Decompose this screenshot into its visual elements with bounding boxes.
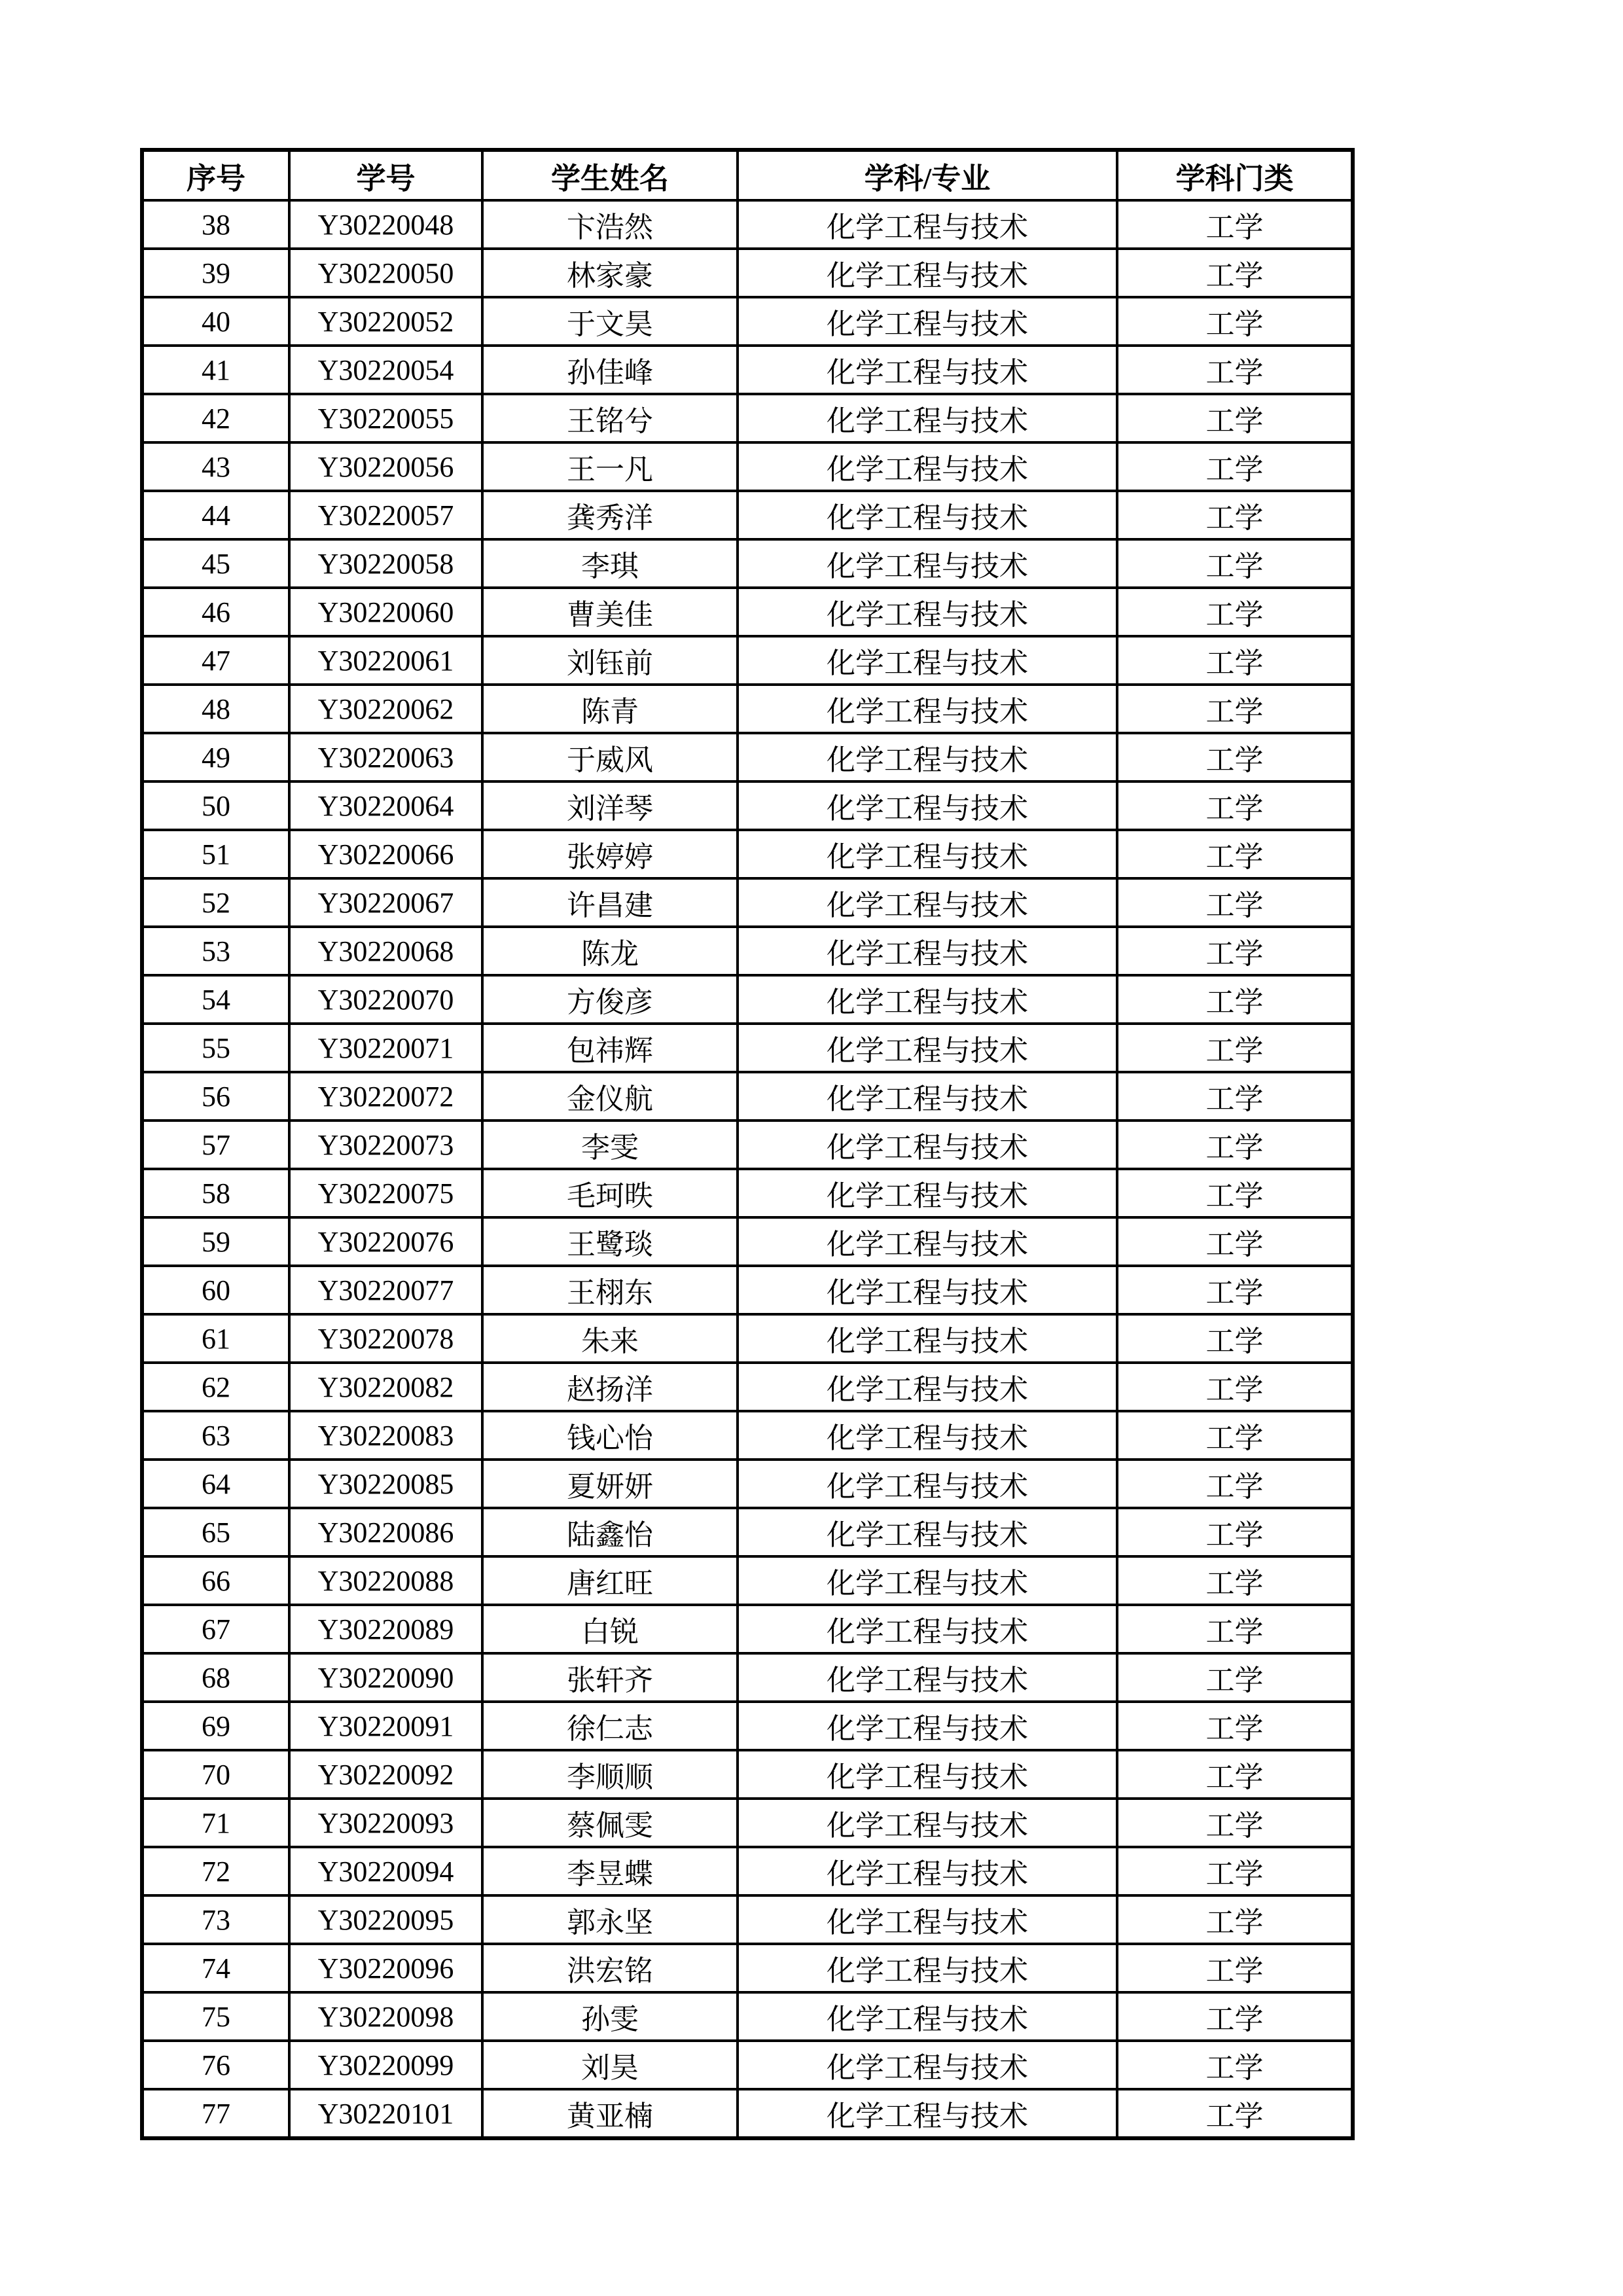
student-id-cell: Y30220066 [289, 830, 482, 878]
student-name-cell: 林家豪 [482, 249, 738, 297]
major-cell: 化学工程与技术 [738, 1556, 1117, 1605]
major-cell: 化学工程与技术 [738, 1363, 1117, 1411]
table-row [142, 1653, 1353, 1702]
category-cell: 工学 [1117, 1799, 1353, 1847]
category-cell: 工学 [1117, 1556, 1353, 1605]
serial-cell: 68 [142, 1653, 289, 1702]
table-row [142, 1411, 1353, 1460]
category-cell: 工学 [1117, 1121, 1353, 1169]
student-id-cell: Y30220064 [289, 781, 482, 830]
student-name-cell: 刘洋琴 [482, 781, 738, 830]
header-discipline-category: 学科门类 [1117, 150, 1353, 200]
serial-cell: 70 [142, 1750, 289, 1799]
student-name-cell: 金仪航 [482, 1072, 738, 1121]
major-cell: 化学工程与技术 [738, 975, 1117, 1024]
major-cell: 化学工程与技术 [738, 200, 1117, 249]
table-row [142, 1799, 1353, 1847]
student-name-cell: 王一凡 [482, 442, 738, 491]
table-row [142, 685, 1353, 733]
category-cell: 工学 [1117, 1605, 1353, 1653]
table-row [142, 781, 1353, 830]
student-name-cell: 唐红旺 [482, 1556, 738, 1605]
table-row [142, 1605, 1353, 1653]
serial-cell: 42 [142, 394, 289, 442]
student-name-cell: 洪宏铭 [482, 1944, 738, 1992]
serial-cell: 45 [142, 539, 289, 588]
category-cell: 工学 [1117, 1411, 1353, 1460]
serial-cell: 49 [142, 733, 289, 781]
serial-cell: 72 [142, 1847, 289, 1895]
category-cell: 工学 [1117, 1217, 1353, 1266]
serial-cell: 69 [142, 1702, 289, 1750]
table-row [142, 1314, 1353, 1363]
category-cell: 工学 [1117, 1992, 1353, 2041]
category-cell: 工学 [1117, 685, 1353, 733]
serial-cell: 52 [142, 878, 289, 927]
serial-cell: 75 [142, 1992, 289, 2041]
serial-cell: 65 [142, 1508, 289, 1556]
serial-cell: 51 [142, 830, 289, 878]
major-cell: 化学工程与技术 [738, 1314, 1117, 1363]
serial-cell: 73 [142, 1895, 289, 1944]
category-cell: 工学 [1117, 1460, 1353, 1508]
major-cell: 化学工程与技术 [738, 442, 1117, 491]
student-id-cell: Y30220075 [289, 1169, 482, 1217]
major-cell: 化学工程与技术 [738, 1024, 1117, 1072]
category-cell: 工学 [1117, 1314, 1353, 1363]
category-cell: 工学 [1117, 1750, 1353, 1799]
major-cell: 化学工程与技术 [738, 1605, 1117, 1653]
table-row [142, 830, 1353, 878]
student-name-cell: 于威风 [482, 733, 738, 781]
category-cell: 工学 [1117, 1847, 1353, 1895]
table-row [142, 1169, 1353, 1217]
serial-cell: 41 [142, 346, 289, 394]
major-cell: 化学工程与技术 [738, 1944, 1117, 1992]
major-cell: 化学工程与技术 [738, 1121, 1117, 1169]
serial-cell: 38 [142, 200, 289, 249]
major-cell: 化学工程与技术 [738, 1702, 1117, 1750]
student-id-cell: Y30220054 [289, 346, 482, 394]
category-cell: 工学 [1117, 1169, 1353, 1217]
serial-cell: 53 [142, 927, 289, 975]
student-name-cell: 张轩齐 [482, 1653, 738, 1702]
serial-cell: 57 [142, 1121, 289, 1169]
student-id-cell: Y30220091 [289, 1702, 482, 1750]
major-cell: 化学工程与技术 [738, 1992, 1117, 2041]
category-cell: 工学 [1117, 1702, 1353, 1750]
category-cell: 工学 [1117, 249, 1353, 297]
student-name-cell: 于文昊 [482, 297, 738, 346]
student-id-cell: Y30220060 [289, 588, 482, 636]
table-row [142, 1460, 1353, 1508]
major-cell: 化学工程与技术 [738, 491, 1117, 539]
serial-cell: 44 [142, 491, 289, 539]
major-cell: 化学工程与技术 [738, 636, 1117, 685]
student-name-cell: 毛珂昳 [482, 1169, 738, 1217]
table-row [142, 1750, 1353, 1799]
table-row [142, 1895, 1353, 1944]
table-row [142, 1944, 1353, 1992]
serial-cell: 64 [142, 1460, 289, 1508]
category-cell: 工学 [1117, 539, 1353, 588]
category-cell: 工学 [1117, 781, 1353, 830]
student-id-cell: Y30220063 [289, 733, 482, 781]
major-cell: 化学工程与技术 [738, 733, 1117, 781]
student-id-cell: Y30220071 [289, 1024, 482, 1072]
category-cell: 工学 [1117, 200, 1353, 249]
category-cell: 工学 [1117, 588, 1353, 636]
student-id-cell: Y30220052 [289, 297, 482, 346]
table-row [142, 1121, 1353, 1169]
table-row [142, 1508, 1353, 1556]
student-name-cell: 曹美佳 [482, 588, 738, 636]
table-row [142, 588, 1353, 636]
student-id-cell: Y30220082 [289, 1363, 482, 1411]
major-cell: 化学工程与技术 [738, 1508, 1117, 1556]
student-name-cell: 朱来 [482, 1314, 738, 1363]
table-row [142, 1072, 1353, 1121]
serial-cell: 59 [142, 1217, 289, 1266]
serial-cell: 58 [142, 1169, 289, 1217]
student-id-cell: Y30220098 [289, 1992, 482, 2041]
student-id-cell: Y30220093 [289, 1799, 482, 1847]
major-cell: 化学工程与技术 [738, 1411, 1117, 1460]
student-id-cell: Y30220048 [289, 200, 482, 249]
student-id-cell: Y30220092 [289, 1750, 482, 1799]
student-id-cell: Y30220094 [289, 1847, 482, 1895]
student-id-cell: Y30220089 [289, 1605, 482, 1653]
table-row [142, 2089, 1353, 2138]
header-row [142, 150, 1353, 200]
student-id-cell: Y30220070 [289, 975, 482, 1024]
header-student-name: 学生姓名 [482, 150, 738, 200]
serial-cell: 39 [142, 249, 289, 297]
category-cell: 工学 [1117, 636, 1353, 685]
serial-cell: 61 [142, 1314, 289, 1363]
major-cell: 化学工程与技术 [738, 297, 1117, 346]
student-name-cell: 陈龙 [482, 927, 738, 975]
major-cell: 化学工程与技术 [738, 394, 1117, 442]
major-cell: 化学工程与技术 [738, 1072, 1117, 1121]
student-id-cell: Y30220062 [289, 685, 482, 733]
student-name-cell: 卞浩然 [482, 200, 738, 249]
major-cell: 化学工程与技术 [738, 1653, 1117, 1702]
serial-cell: 62 [142, 1363, 289, 1411]
category-cell: 工学 [1117, 394, 1353, 442]
category-cell: 工学 [1117, 1508, 1353, 1556]
header-student-id: 学号 [289, 150, 482, 200]
student-id-cell: Y30220090 [289, 1653, 482, 1702]
student-name-cell: 陆鑫怡 [482, 1508, 738, 1556]
student-name-cell: 李雯 [482, 1121, 738, 1169]
student-name-cell: 孙佳峰 [482, 346, 738, 394]
category-cell: 工学 [1117, 297, 1353, 346]
table-row [142, 1992, 1353, 2041]
student-name-cell: 黄亚楠 [482, 2089, 738, 2138]
student-id-cell: Y30220095 [289, 1895, 482, 1944]
table-row [142, 1847, 1353, 1895]
category-cell: 工学 [1117, 442, 1353, 491]
category-cell: 工学 [1117, 1653, 1353, 1702]
serial-cell: 56 [142, 1072, 289, 1121]
serial-cell: 43 [142, 442, 289, 491]
student-name-cell: 李昱蝶 [482, 1847, 738, 1895]
table-row [142, 636, 1353, 685]
serial-cell: 63 [142, 1411, 289, 1460]
serial-cell: 50 [142, 781, 289, 830]
student-name-cell: 赵扬洋 [482, 1363, 738, 1411]
category-cell: 工学 [1117, 1266, 1353, 1314]
table-row [142, 878, 1353, 927]
table-row [142, 1266, 1353, 1314]
student-id-cell: Y30220056 [289, 442, 482, 491]
student-table-body [142, 200, 1353, 2138]
student-name-cell: 王铭兮 [482, 394, 738, 442]
serial-cell: 55 [142, 1024, 289, 1072]
serial-cell: 67 [142, 1605, 289, 1653]
major-cell: 化学工程与技术 [738, 878, 1117, 927]
student-name-cell: 方俊彦 [482, 975, 738, 1024]
student-id-cell: Y30220083 [289, 1411, 482, 1460]
major-cell: 化学工程与技术 [738, 1460, 1117, 1508]
serial-cell: 60 [142, 1266, 289, 1314]
student-id-cell: Y30220099 [289, 2041, 482, 2089]
serial-cell: 74 [142, 1944, 289, 1992]
student-id-cell: Y30220067 [289, 878, 482, 927]
major-cell: 化学工程与技术 [738, 781, 1117, 830]
major-cell: 化学工程与技术 [738, 830, 1117, 878]
serial-cell: 47 [142, 636, 289, 685]
student-name-cell: 张婷婷 [482, 830, 738, 878]
major-cell: 化学工程与技术 [738, 588, 1117, 636]
student-name-cell: 刘昊 [482, 2041, 738, 2089]
student-name-cell: 李琪 [482, 539, 738, 588]
serial-cell: 48 [142, 685, 289, 733]
serial-cell: 46 [142, 588, 289, 636]
category-cell: 工学 [1117, 830, 1353, 878]
major-cell: 化学工程与技术 [738, 539, 1117, 588]
major-cell: 化学工程与技术 [738, 346, 1117, 394]
major-cell: 化学工程与技术 [738, 1266, 1117, 1314]
student-name-cell: 夏妍妍 [482, 1460, 738, 1508]
header-major: 学科/专业 [738, 150, 1117, 200]
category-cell: 工学 [1117, 733, 1353, 781]
student-id-cell: Y30220076 [289, 1217, 482, 1266]
category-cell: 工学 [1117, 1895, 1353, 1944]
table-row [142, 539, 1353, 588]
header-serial-number: 序号 [142, 150, 289, 200]
major-cell: 化学工程与技术 [738, 927, 1117, 975]
student-id-cell: Y30220072 [289, 1072, 482, 1121]
table-row [142, 1024, 1353, 1072]
student-id-cell: Y30220096 [289, 1944, 482, 1992]
serial-cell: 77 [142, 2089, 289, 2138]
table-row [142, 1363, 1353, 1411]
student-id-cell: Y30220061 [289, 636, 482, 685]
student-name-cell: 徐仁志 [482, 1702, 738, 1750]
major-cell: 化学工程与技术 [738, 2089, 1117, 2138]
student-id-cell: Y30220077 [289, 1266, 482, 1314]
table-row [142, 733, 1353, 781]
category-cell: 工学 [1117, 491, 1353, 539]
category-cell: 工学 [1117, 975, 1353, 1024]
student-id-cell: Y30220055 [289, 394, 482, 442]
major-cell: 化学工程与技术 [738, 685, 1117, 733]
major-cell: 化学工程与技术 [738, 1847, 1117, 1895]
table-row [142, 1702, 1353, 1750]
student-name-cell: 刘钰前 [482, 636, 738, 685]
serial-cell: 71 [142, 1799, 289, 1847]
student-name-cell: 白锐 [482, 1605, 738, 1653]
major-cell: 化学工程与技术 [738, 1799, 1117, 1847]
student-name-cell: 陈青 [482, 685, 738, 733]
major-cell: 化学工程与技术 [738, 249, 1117, 297]
major-cell: 化学工程与技术 [738, 1217, 1117, 1266]
student-name-cell: 王鹭琰 [482, 1217, 738, 1266]
student-name-cell: 李顺顺 [482, 1750, 738, 1799]
major-cell: 化学工程与技术 [738, 1750, 1117, 1799]
student-id-cell: Y30220088 [289, 1556, 482, 1605]
major-cell: 化学工程与技术 [738, 2041, 1117, 2089]
student-id-cell: Y30220085 [289, 1460, 482, 1508]
student-roster-table [140, 148, 1355, 2140]
student-name-cell: 许昌建 [482, 878, 738, 927]
serial-cell: 40 [142, 297, 289, 346]
student-id-cell: Y30220058 [289, 539, 482, 588]
student-id-cell: Y30220068 [289, 927, 482, 975]
major-cell: 化学工程与技术 [738, 1895, 1117, 1944]
category-cell: 工学 [1117, 1024, 1353, 1072]
student-id-cell: Y30220078 [289, 1314, 482, 1363]
student-name-cell: 蔡佩雯 [482, 1799, 738, 1847]
table-row [142, 394, 1353, 442]
student-name-cell: 钱心怡 [482, 1411, 738, 1460]
serial-cell: 54 [142, 975, 289, 1024]
serial-cell: 76 [142, 2041, 289, 2089]
table-row [142, 927, 1353, 975]
category-cell: 工学 [1117, 1072, 1353, 1121]
table-row [142, 297, 1353, 346]
table-row [142, 200, 1353, 249]
category-cell: 工学 [1117, 2041, 1353, 2089]
table-row [142, 975, 1353, 1024]
major-cell: 化学工程与技术 [738, 1169, 1117, 1217]
table-row [142, 346, 1353, 394]
category-cell: 工学 [1117, 2089, 1353, 2138]
student-id-cell: Y30220101 [289, 2089, 482, 2138]
category-cell: 工学 [1117, 1944, 1353, 1992]
category-cell: 工学 [1117, 1363, 1353, 1411]
student-name-cell: 孙雯 [482, 1992, 738, 2041]
table-row [142, 1217, 1353, 1266]
table-row [142, 1556, 1353, 1605]
student-name-cell: 王栩东 [482, 1266, 738, 1314]
student-id-cell: Y30220086 [289, 1508, 482, 1556]
table-row [142, 2041, 1353, 2089]
student-id-cell: Y30220073 [289, 1121, 482, 1169]
student-id-cell: Y30220050 [289, 249, 482, 297]
table-row [142, 249, 1353, 297]
student-name-cell: 龚秀洋 [482, 491, 738, 539]
serial-cell: 66 [142, 1556, 289, 1605]
student-name-cell: 包祎辉 [482, 1024, 738, 1072]
table-row [142, 442, 1353, 491]
student-name-cell: 郭永坚 [482, 1895, 738, 1944]
table-row [142, 491, 1353, 539]
category-cell: 工学 [1117, 927, 1353, 975]
category-cell: 工学 [1117, 346, 1353, 394]
student-id-cell: Y30220057 [289, 491, 482, 539]
category-cell: 工学 [1117, 878, 1353, 927]
